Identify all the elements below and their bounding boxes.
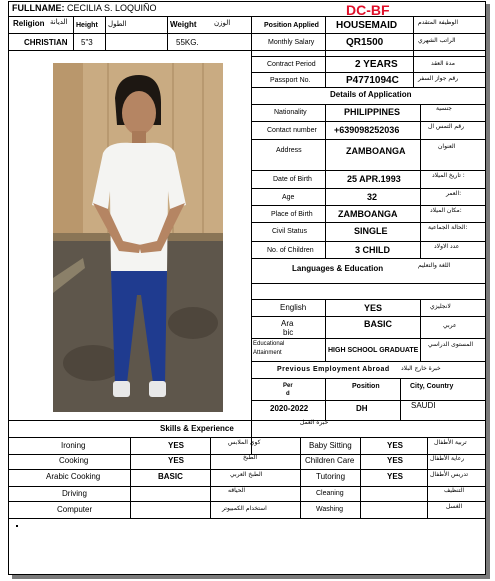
col-divider (167, 16, 168, 50)
country-column-header: City, Country (410, 383, 454, 390)
skill-value: YES (387, 441, 404, 450)
skill-label-arabic: رعاية الأطفال (430, 455, 465, 462)
position-label: Position Applied (264, 22, 319, 29)
row-divider (9, 518, 485, 519)
arabic-label: bic (283, 328, 294, 337)
row-divider (252, 188, 485, 189)
skill-value: YES (168, 441, 185, 450)
english-label-arabic: لانجليزي (430, 303, 451, 310)
weight-label-arabic: الوزن (214, 19, 231, 27)
row-divider (252, 170, 485, 171)
col-divider (210, 437, 211, 518)
address-label: Address (276, 147, 302, 154)
skill-label: Baby Sitting (309, 441, 352, 450)
contact-label-arabic: رقم التمس ال (428, 123, 465, 130)
dob-label-arabic: تاريخ الميلاد : (432, 172, 465, 179)
col-divider (427, 437, 428, 518)
col-divider (105, 16, 106, 50)
pob-label: Place of Birth (271, 211, 313, 218)
contract-value: 2 YEARS (355, 59, 398, 70)
skill-label: Ironing (61, 441, 86, 450)
contract-label: Contract Period (267, 61, 316, 68)
dob-value: 25 APR.1993 (347, 174, 401, 184)
row-divider (252, 361, 485, 362)
height-label: Height (76, 22, 98, 29)
period-column-header: d (286, 391, 290, 397)
nationality-value: PHILIPPINES (344, 107, 401, 117)
row-divider (252, 400, 485, 401)
languages-title: Languages & Education (292, 264, 384, 273)
height-value: 5"3 (81, 38, 93, 47)
row-divider (252, 338, 485, 339)
skill-label-arabic: الطبخ العربي (230, 471, 263, 478)
arabic-label-arabic: عربي (443, 322, 457, 329)
skill-label-arabic: تربية الأطفال (434, 439, 467, 446)
col-divider (325, 299, 326, 361)
skill-label: Computer (57, 505, 93, 514)
position-value: HOUSEMAID (336, 20, 398, 31)
nationality-label-arabic: جنسية (436, 105, 452, 112)
arabic-value: BASIC (364, 319, 393, 329)
pob-label-arabic: مكان الميلاد: (430, 207, 462, 214)
children-value: 3 CHILD (355, 245, 391, 255)
col-divider (130, 437, 131, 518)
col-divider (360, 437, 361, 518)
salary-label: Monthly Salary (268, 39, 315, 46)
period-column-header: Per (283, 383, 293, 389)
skill-label-arabic: الغسل (446, 503, 463, 510)
skill-label: Arabic Cooking (46, 472, 101, 481)
skill-label: Cooking (59, 456, 89, 465)
row-divider (252, 205, 485, 206)
fullname-field (12, 4, 157, 13)
civil-status-label: Civil Status (272, 228, 308, 235)
contact-label: Contact number (267, 127, 317, 134)
salary-value: QR1500 (346, 37, 384, 48)
passport-label: Passport No. (270, 77, 311, 84)
previous-employment-title: Previous Employment Abroad (277, 366, 390, 373)
row-divider (9, 469, 485, 470)
age-value: 32 (367, 192, 378, 202)
applicant-photo (53, 63, 223, 412)
row-divider (252, 72, 485, 73)
position-column-header: Position (352, 383, 380, 390)
fullname-label: FULLNAME: (12, 3, 65, 13)
age-label: Age (282, 194, 295, 201)
row-divider (252, 258, 485, 259)
skills-title: Skills & Experience (160, 424, 234, 433)
skill-value: BASIC (158, 472, 183, 481)
col-divider (413, 16, 414, 87)
skill-label: Washing (316, 506, 343, 513)
col-divider (300, 437, 301, 518)
row-divider (252, 378, 485, 379)
height-label-arabic: الطول (108, 20, 127, 28)
languages-title-arabic: اللغة والتعليم (418, 262, 451, 269)
skill-label-arabic: كوي الملابس (228, 439, 261, 446)
weight-label: Weight (170, 20, 197, 29)
religion-value: CHRISTIAN (24, 38, 68, 47)
skill-label: Tutoring (316, 472, 346, 481)
fullname-value: CECILIA S. LOQUIÑO (67, 3, 157, 13)
address-value: ZAMBOANGA (346, 146, 406, 156)
contract-label-arabic: مدة العقد (431, 60, 455, 67)
civil-status-value: SINGLE (354, 226, 388, 236)
row-divider (252, 56, 485, 57)
education-label: Attainment (253, 350, 282, 356)
col-divider (420, 104, 421, 258)
weight-value: 55KG. (176, 38, 199, 47)
english-value: YES (364, 303, 383, 313)
passport-label-arabic: رقم جواز السفر (418, 75, 459, 82)
col-divider (251, 16, 252, 454)
skill-value: YES (168, 456, 185, 465)
row-divider (252, 316, 485, 317)
skill-label: Children Care (305, 456, 355, 465)
children-label: No. of Children (267, 247, 314, 254)
details-title: Details of Application (330, 90, 412, 99)
passport-value: P4771094C (346, 75, 399, 86)
skill-label-arabic: الطبخ (243, 454, 258, 461)
row-divider (9, 437, 485, 438)
skill-label-arabic: تدريس الأطفال (430, 471, 469, 478)
row-divider (252, 283, 485, 284)
col-divider (73, 16, 74, 50)
skill-label: Cleaning (316, 490, 344, 497)
row-divider (9, 501, 485, 502)
civil-status-label-arabic: الحالة الجماعية: (428, 224, 468, 231)
skill-label: Driving (62, 489, 87, 498)
education-label-arabic: المستوى الدراسي (428, 341, 474, 348)
row-divider (252, 299, 485, 300)
dob-label: Date of Birth (273, 176, 312, 183)
nationality-label: Nationality (274, 109, 307, 116)
col-divider (325, 104, 326, 258)
row-divider (252, 241, 485, 242)
employment-country-value: SAUDI (411, 401, 436, 410)
page-shadow (12, 575, 490, 579)
skill-value: YES (387, 472, 404, 481)
row-divider (252, 139, 485, 140)
religion-label: Religion (13, 19, 45, 28)
skills-title-arabic: خبرة العمل (300, 419, 329, 426)
children-label-arabic: عدد الاولاد (434, 243, 460, 250)
col-divider (325, 16, 326, 87)
pob-value: ZAMBOANGA (338, 209, 398, 219)
salary-label-arabic: الراتب الشهري (418, 37, 456, 44)
row-divider (252, 121, 485, 122)
row-divider (9, 420, 485, 421)
employment-period-value: 2020-2022 (270, 404, 309, 413)
stray-mark (16, 525, 18, 527)
row-divider (252, 222, 485, 223)
religion-label-arabic: الديانة (50, 18, 68, 26)
page-shadow (486, 4, 490, 578)
application-code: DC-BF (346, 2, 390, 18)
address-label-arabic: العنوان (438, 143, 456, 150)
skill-label-arabic: التنظيف (444, 487, 465, 494)
age-label-arabic: العمر: (446, 190, 462, 197)
row-divider (9, 486, 485, 487)
col-divider (325, 378, 326, 420)
skill-value: YES (387, 456, 404, 465)
arabic-label: Ara (281, 319, 294, 328)
education-value: HIGH SCHOOL GRADUATE (328, 347, 419, 354)
col-divider (400, 378, 401, 420)
position-label-arabic: الوظيفة المتقدم (418, 19, 459, 26)
education-label: Educational (253, 341, 285, 347)
contact-value: +639098252036 (334, 125, 400, 135)
english-label: English (280, 303, 307, 312)
row-divider (252, 87, 485, 88)
skill-label-arabic: استخدام الكمبيوتر (222, 505, 267, 512)
previous-employment-title-arabic: خبرة خارج البلاد (401, 365, 441, 372)
employment-position-value: DH (356, 404, 368, 413)
col-divider (420, 299, 421, 361)
skill-label-arabic: الحياقه (228, 487, 246, 494)
